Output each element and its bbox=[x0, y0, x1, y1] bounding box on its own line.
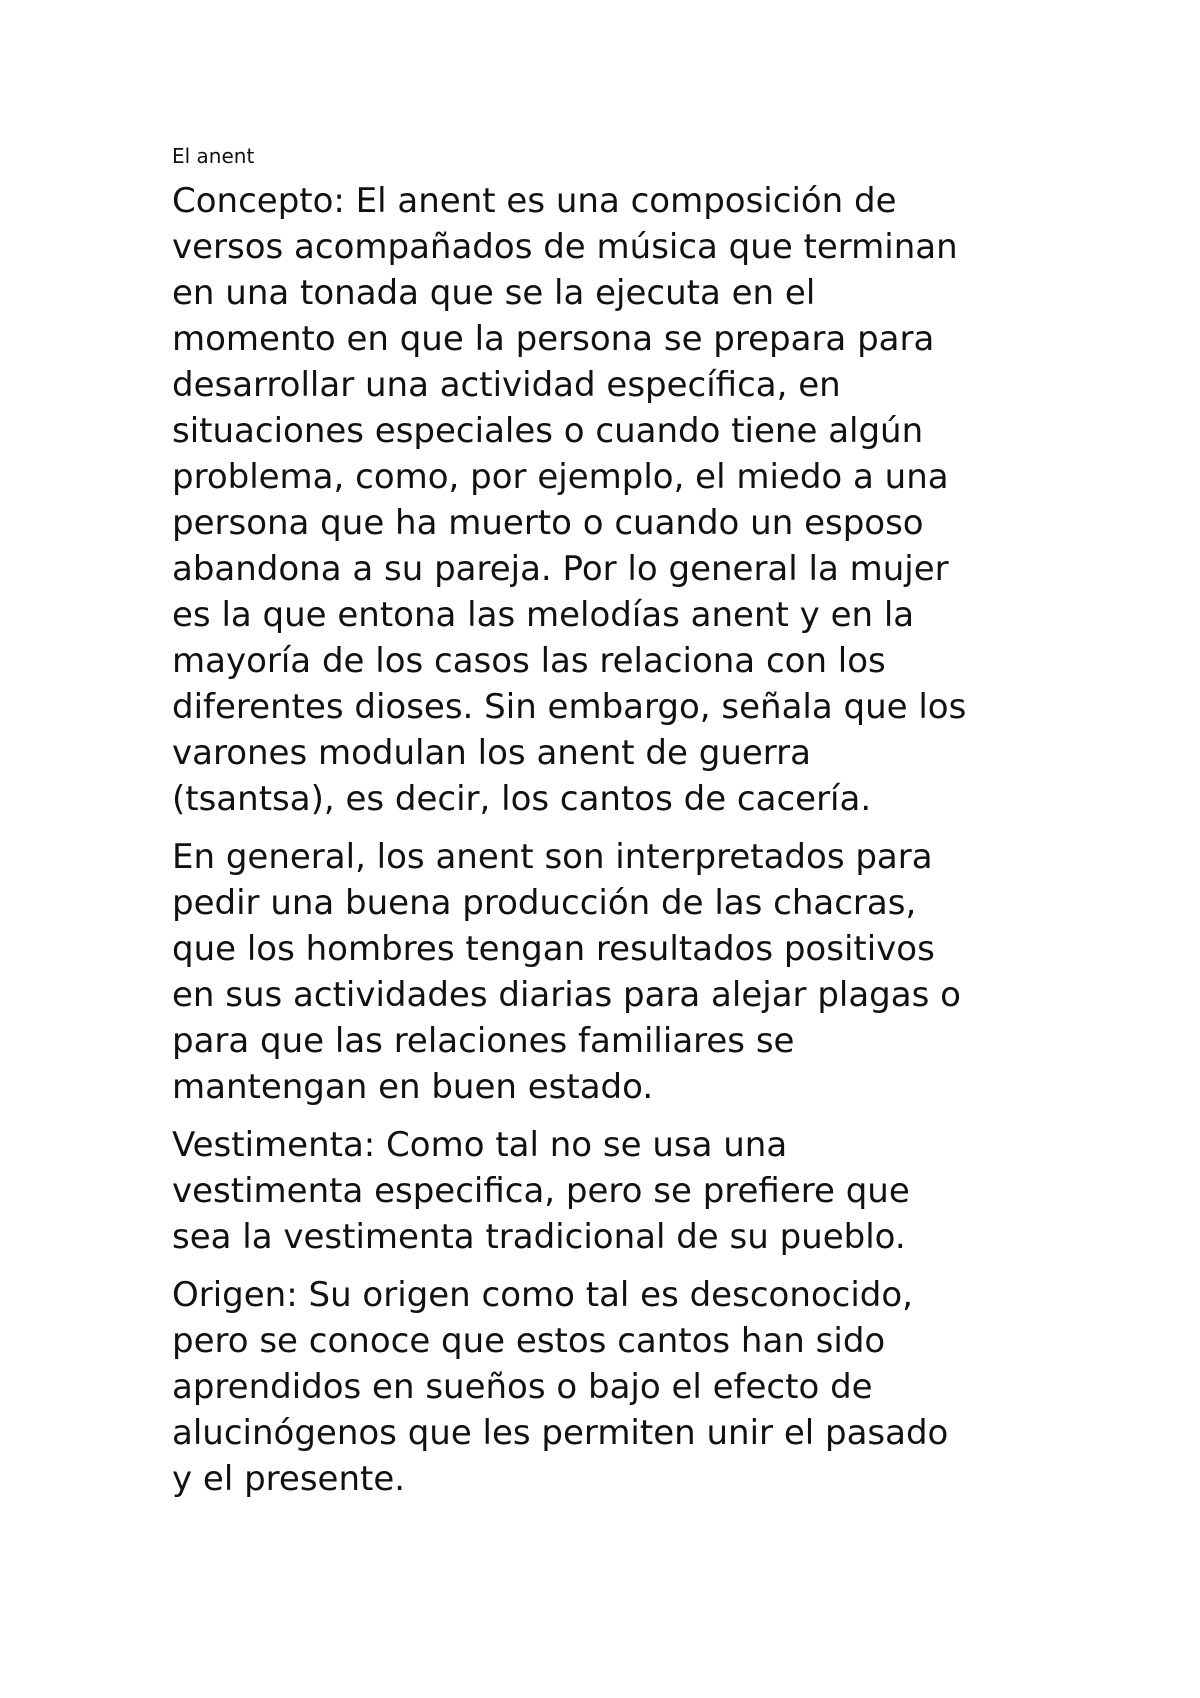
document-title: El anent bbox=[172, 144, 255, 168]
text-line: sea la vestimenta tradicional de su pueblo. bbox=[172, 1217, 906, 1257]
text-line: persona que ha muerto o cuando un esposo bbox=[172, 503, 924, 543]
paragraph-en-general bbox=[172, 834, 1032, 1110]
text-line: vestimenta especifica, pero se prefiere que bbox=[172, 1171, 910, 1211]
text-line: para que las relaciones familiares se bbox=[172, 1021, 795, 1061]
text-line: versos acompañados de música que terminan bbox=[172, 227, 958, 267]
text-line: (tsantsa), es decir, los cantos de cacería. bbox=[172, 779, 872, 819]
text-line: Vestimenta: Como tal no se usa una bbox=[172, 1125, 788, 1165]
text-line: desarrollar una actividad específica, en bbox=[172, 365, 841, 405]
text-line: momento en que la persona se prepara para bbox=[172, 319, 935, 359]
text-line: mantengan en buen estado. bbox=[172, 1067, 654, 1107]
text-line: aprendidos en sueños o bajo el efecto de bbox=[172, 1367, 873, 1407]
text-line: que los hombres tengan resultados positivos bbox=[172, 929, 935, 969]
text-line: pero se conoce que estos cantos han sido bbox=[172, 1321, 886, 1361]
text-line: situaciones especiales o cuando tiene algún bbox=[172, 411, 924, 451]
text-line: abandona a su pareja. Por lo general la mujer bbox=[172, 549, 949, 589]
text-line: en una tonada que se la ejecuta en el bbox=[172, 273, 816, 313]
text-line: Origen: Su origen como tal es desconocido, bbox=[172, 1275, 913, 1315]
paragraph-concepto bbox=[172, 178, 1032, 822]
text-line: pedir una buena producción de las chacras, bbox=[172, 883, 917, 923]
document-body bbox=[172, 138, 1032, 1514]
text-line: es la que entona las melodías anent y en la bbox=[172, 595, 915, 635]
paragraph-origen bbox=[172, 1272, 1032, 1502]
text-line: problema, como, por ejemplo, el miedo a una bbox=[172, 457, 949, 497]
text-line: en sus actividades diarias para alejar plagas o bbox=[172, 975, 961, 1015]
text-line: mayoría de los casos las relaciona con los bbox=[172, 641, 886, 681]
text-line: y el presente. bbox=[172, 1459, 406, 1499]
text-line: Concepto: El anent es una composición de bbox=[172, 181, 897, 221]
text-line: alucinógenos que les permiten unir el pasado bbox=[172, 1413, 949, 1453]
text-line: diferentes dioses. Sin embargo, señala que los bbox=[172, 687, 967, 727]
text-line: varones modulan los anent de guerra bbox=[172, 733, 811, 773]
text-line: En general, los anent son interpretados para bbox=[172, 837, 933, 877]
paragraph-vestimenta bbox=[172, 1122, 1032, 1260]
